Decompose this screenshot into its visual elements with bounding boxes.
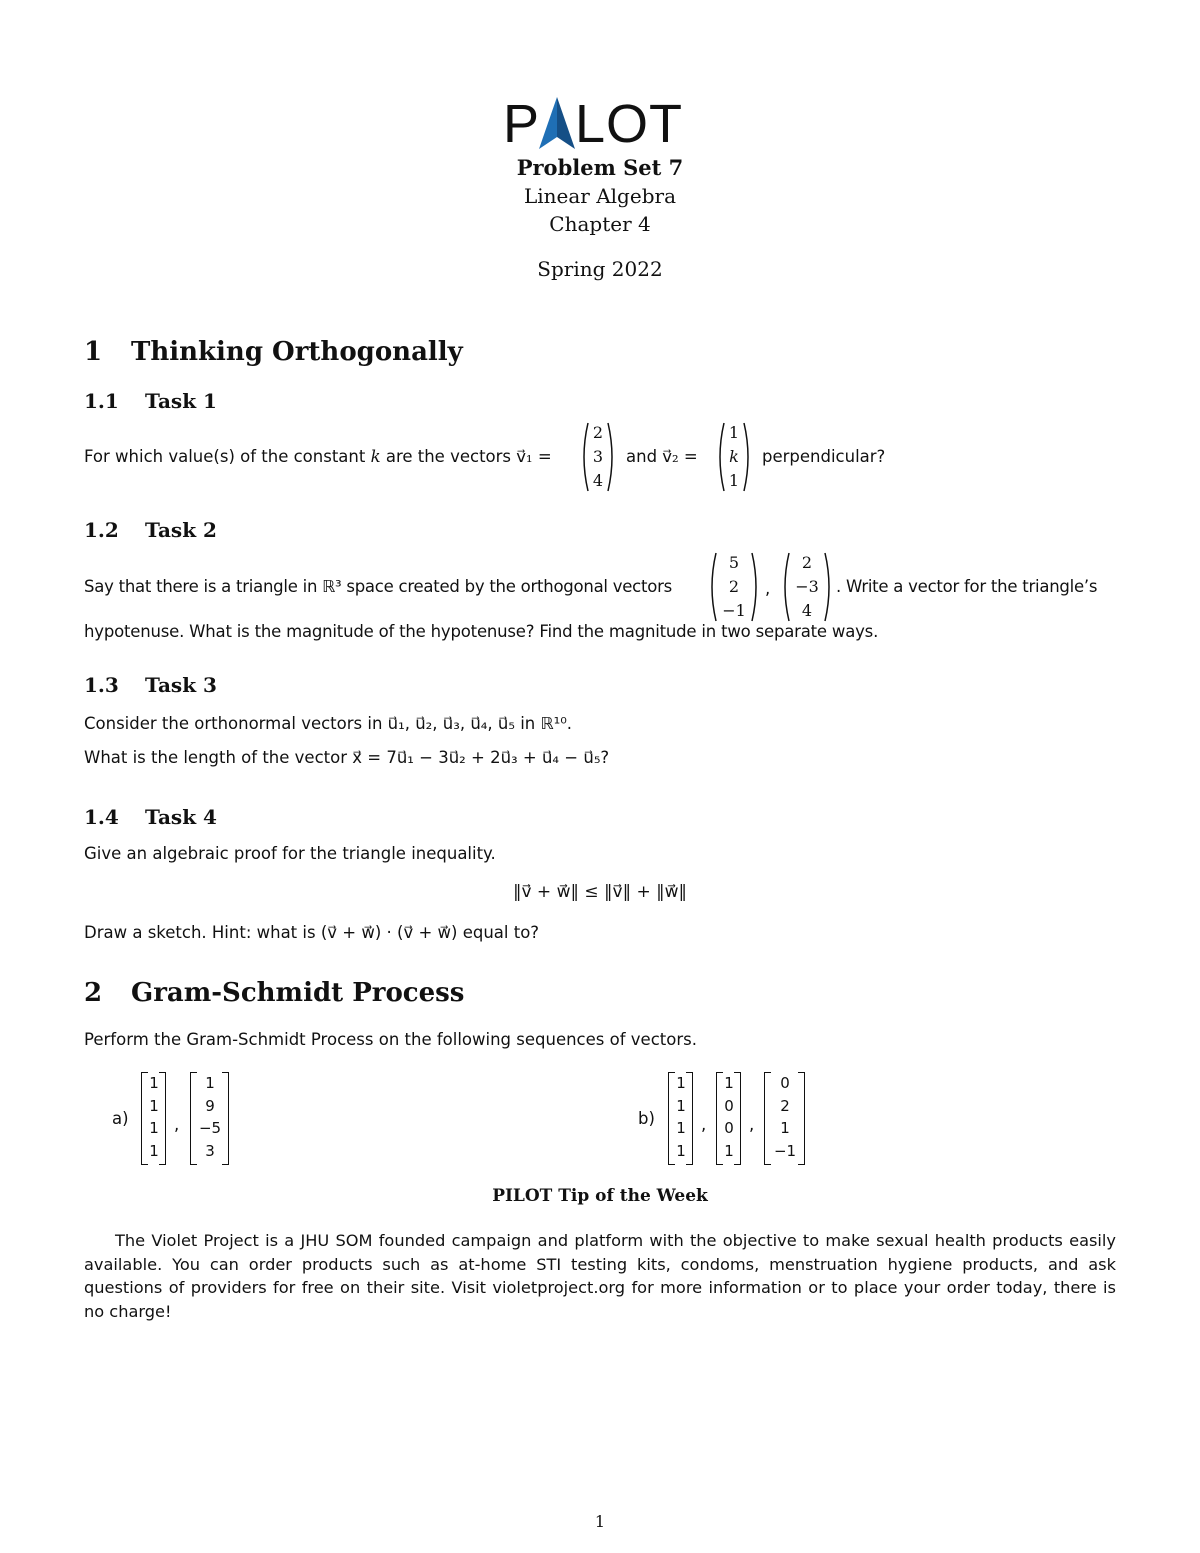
task3-line2: What is the length of the vector x⃗ = 7u⃗₁ − 3u⃗₂ + 2u⃗₃ + u⃗₄ − u⃗₅? — [84, 748, 610, 767]
vector-b — [781, 551, 833, 623]
vector-entry: 1 — [780, 1119, 790, 1137]
matrix-vector — [190, 1072, 230, 1166]
vector-entry: 1 — [149, 1074, 159, 1092]
task4-line1: Give an algebraic proof for the triangle inequality. — [84, 844, 496, 863]
section-heading — [84, 978, 464, 1008]
task1-text-b: are the vectors — [385, 447, 512, 466]
vector-v2 — [716, 421, 752, 493]
subsection-number: 1.3 — [84, 673, 119, 697]
vector-entry: 4 — [801, 601, 813, 620]
section-title: Gram-Schmidt Process — [131, 978, 465, 1008]
tip-body: The Violet Project is a JHU SOM founded campaign and platform with the objective to make sexual health products easily available. You can order products such as at-home STI testing kits, condoms, menstruation hygiene products, and ask questions of providers for free on their site. Visit violetproject.org for more information or to place your order today, there is no charge! — [84, 1231, 1116, 1321]
subsection-number: 1.2 — [84, 518, 119, 542]
course-name: Linear Algebra — [523, 184, 676, 208]
vector-entry: −3 — [795, 577, 819, 596]
vector-entry: 0 — [780, 1074, 790, 1092]
vector-entry: k — [729, 447, 739, 466]
task2-text-b: . Write a vector for the triangle’s — [836, 577, 1098, 596]
triangle-inequality-equation: ‖v⃗ + w⃗‖ ≤ ‖v⃗‖ + ‖w⃗‖ — [512, 882, 688, 902]
var-k: k — [370, 447, 381, 466]
comma: , — [174, 1115, 180, 1134]
subsection-heading — [84, 805, 217, 829]
task1-end: perpendicular? — [762, 447, 886, 466]
vector-entry: 1 — [149, 1096, 159, 1115]
vector-entry: 1 — [205, 1074, 215, 1092]
section2-intro: Perform the Gram-Schmidt Process on the following sequences of vectors. — [84, 1030, 697, 1049]
subsection-heading — [84, 673, 217, 697]
task1-and — [626, 446, 698, 468]
vector-entry: 2 — [780, 1096, 790, 1115]
matrix-vector — [668, 1072, 694, 1166]
subsection-title: Task 2 — [145, 518, 217, 542]
vector-entry: 3 — [205, 1141, 215, 1160]
vector-entry: −1 — [722, 601, 746, 620]
subsection-title: Task 3 — [145, 673, 217, 697]
chapter-label: Chapter 4 — [549, 212, 651, 236]
vector-a — [708, 551, 760, 623]
vector-entry: 1 — [676, 1119, 686, 1137]
page-number: 1 — [594, 1512, 606, 1531]
vector-entry: 2 — [592, 423, 604, 442]
vector-entry: 1 — [724, 1141, 734, 1160]
subsection-heading — [84, 518, 217, 542]
and-text: and — [626, 447, 658, 466]
vector-entry: 4 — [592, 471, 604, 490]
comma: , — [749, 1115, 755, 1134]
tip-heading: PILOT Tip of the Week — [492, 1186, 708, 1206]
section-heading — [84, 337, 463, 367]
matrix-vector — [764, 1072, 806, 1166]
vector-entry: 2 — [801, 553, 813, 572]
vector-entry: 2 — [728, 577, 740, 596]
section-number: 1 — [84, 337, 103, 367]
vector-entry: 1 — [728, 423, 740, 442]
task4-line2: Draw a sketch. Hint: what is (v⃗ + w⃗) · (v⃗ + w⃗) equal to? — [84, 923, 540, 942]
task2-line2: hypotenuse. What is the magnitude of the hypotenuse? Find the magnitude in two separate ways. — [84, 622, 879, 641]
pilot-logo — [503, 95, 693, 153]
v2-label: v⃗₂ = — [662, 447, 698, 466]
subsection-title: Task 1 — [145, 389, 217, 413]
task3-line1: Consider the orthonormal vectors in u⃗₁, u⃗₂, u⃗₃, u⃗₄, u⃗₅ in ℝ¹⁰. — [84, 714, 573, 733]
section-title: Thinking Orthogonally — [131, 337, 463, 367]
task2-text-a: Say that there is a triangle in ℝ³ space created by the orthogonal vectors — [84, 577, 672, 596]
vector-entry: 0 — [724, 1096, 734, 1115]
subsection-title: Task 4 — [145, 805, 217, 829]
vector-entry: −5 — [198, 1119, 222, 1137]
subsection-number: 1.1 — [84, 389, 119, 413]
task1-text-a: For which value(s) of the constant — [84, 447, 366, 466]
subsection-heading — [84, 389, 217, 413]
vector-entry: −1 — [773, 1141, 797, 1160]
vector-entry: 1 — [149, 1119, 159, 1137]
logo-letter-p: P — [503, 94, 541, 154]
vector-entry: 0 — [724, 1119, 734, 1137]
vector-entry: 5 — [728, 553, 740, 572]
task1-question — [84, 446, 552, 468]
comma: , — [701, 1115, 707, 1134]
vector-entry: 1 — [676, 1096, 686, 1115]
comma: , — [765, 579, 771, 598]
section-number: 2 — [84, 978, 103, 1008]
page-title: Problem Set 7 — [516, 155, 684, 180]
vector-entry: 1 — [728, 471, 740, 490]
matrix-vector — [141, 1072, 167, 1166]
subsection-number: 1.4 — [84, 805, 119, 829]
vector-entry: 9 — [205, 1096, 215, 1115]
vector-entry: 3 — [592, 447, 604, 466]
vector-entry: 1 — [676, 1074, 686, 1092]
v1-label: v⃗₁ = — [516, 447, 552, 466]
vector-entry: 1 — [149, 1141, 159, 1160]
logo-letters-lot: LOT — [575, 94, 684, 154]
logo-arrow-icon — [539, 97, 575, 149]
vector-entry: 1 — [676, 1141, 686, 1160]
part-b-label: b) — [638, 1109, 655, 1128]
term-label: Spring 2022 — [537, 257, 663, 281]
part-a-label: a) — [112, 1109, 129, 1128]
vector-entry: 1 — [724, 1074, 734, 1092]
vector-v1 — [580, 421, 616, 493]
matrix-vector — [716, 1072, 742, 1166]
